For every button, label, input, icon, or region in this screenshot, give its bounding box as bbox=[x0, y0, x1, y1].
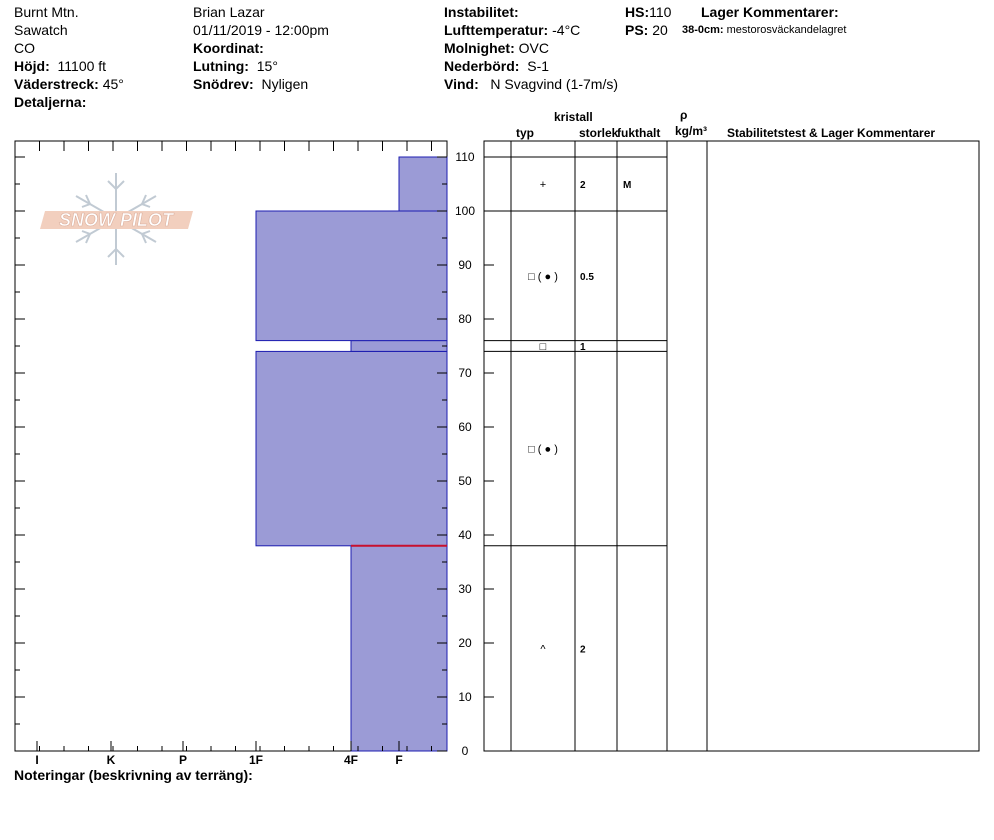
instability-label: Instabilitet: bbox=[444, 4, 519, 20]
hs-value: 110 bbox=[649, 4, 672, 20]
layer-bar-3 bbox=[256, 211, 447, 341]
grain-type-2: □ bbox=[539, 341, 547, 353]
col-size-header: storlek bbox=[579, 126, 619, 140]
grain-type-0: ^ bbox=[540, 643, 546, 656]
depth-label-90: 90 bbox=[458, 258, 472, 272]
hardness-label-P: P bbox=[178, 753, 188, 767]
col-type-header: typ bbox=[516, 126, 534, 140]
depth-label-40: 40 bbox=[458, 528, 472, 542]
hardness-layers bbox=[256, 157, 447, 751]
grain-type-4: + bbox=[539, 179, 547, 191]
depth-label-30: 30 bbox=[458, 582, 472, 596]
depth-label-70: 70 bbox=[458, 366, 472, 380]
hardness-label-I: I bbox=[35, 753, 39, 767]
depth-label-110: 110 bbox=[455, 150, 475, 164]
grain-type-3: □ ( ● ) bbox=[528, 270, 558, 283]
range-name: Sawatch bbox=[14, 22, 68, 38]
layer-bar-1 bbox=[256, 351, 447, 545]
grain-table-frame bbox=[484, 141, 979, 751]
aspect-label: Väderstreck: bbox=[14, 76, 99, 92]
observer-name: Brian Lazar bbox=[193, 4, 265, 20]
depth-label-50: 50 bbox=[458, 474, 472, 488]
elevation-value: 11100 ft bbox=[57, 58, 107, 74]
wind-label: Vind: bbox=[444, 76, 479, 92]
hardness-label-F: F bbox=[395, 753, 403, 767]
col-rho-header: ρ bbox=[680, 108, 688, 122]
depth-label-20: 20 bbox=[458, 636, 472, 650]
layer-comment-text: mestorosväckandelagret bbox=[726, 24, 847, 36]
grain-size-4: 2 bbox=[580, 180, 586, 191]
drift-label: Snödrev: bbox=[193, 76, 254, 92]
location-name: Burnt Mtn. bbox=[14, 4, 79, 20]
airtemp-value: -4°C bbox=[552, 22, 581, 38]
depth-label-80: 80 bbox=[458, 312, 472, 326]
hardness-top-ticks bbox=[15, 141, 432, 151]
grain-type-1: □ ( ● ) bbox=[528, 443, 558, 456]
depth-label-100: 100 bbox=[454, 204, 476, 218]
layer-comment-range: 38-0cm: bbox=[682, 24, 724, 36]
ps-label: PS: bbox=[625, 22, 649, 38]
grain-size-0: 2 bbox=[580, 644, 586, 656]
grain-size-3: 0.5 bbox=[580, 271, 594, 283]
elevation-label: Höjd: bbox=[14, 58, 50, 74]
sky-value: OVC bbox=[518, 40, 549, 56]
col-stability-header: Stabilitetstest & Lager Kommentarer bbox=[727, 126, 936, 140]
logo-text: SNOW PILOT bbox=[59, 210, 173, 230]
depth-label-60: 60 bbox=[458, 420, 472, 434]
details-label: Detaljerna: bbox=[14, 94, 87, 110]
col-moisture-header: fukthalt bbox=[617, 126, 661, 140]
sky-label: Molnighet: bbox=[444, 40, 515, 56]
hardness-label-K: K bbox=[106, 753, 116, 767]
aspect-value: 45° bbox=[102, 76, 124, 92]
ps-value: 20 bbox=[652, 22, 668, 38]
layer-comments-label: Lager Kommentarer: bbox=[701, 4, 839, 20]
hardness-label-4F: 4F bbox=[343, 753, 359, 767]
hs-label: HS: bbox=[625, 4, 650, 20]
hardness-label-1F: 1F bbox=[248, 753, 264, 767]
slope-label: Lutning: bbox=[193, 58, 249, 74]
airtemp-label: Lufttemperatur: bbox=[444, 22, 549, 38]
state-name: CO bbox=[14, 40, 35, 56]
grain-size-2: 1 bbox=[580, 342, 586, 353]
layer-bar-4 bbox=[399, 157, 447, 211]
depth-label-0: 0 bbox=[461, 744, 469, 758]
precip-label: Nederbörd: bbox=[444, 58, 520, 74]
depth-label-10: 10 bbox=[458, 690, 472, 704]
snow-pilot-logo bbox=[40, 173, 193, 265]
layer-bar-0 bbox=[351, 546, 447, 751]
observation-datetime: 01/11/2019 - 12:00pm bbox=[193, 22, 329, 38]
col-density-header: kg/m³ bbox=[675, 124, 708, 138]
slope-value: 15° bbox=[256, 58, 278, 74]
col-crystal-header: kristall bbox=[554, 110, 593, 124]
precip-value: S-1 bbox=[527, 58, 550, 74]
grain-moisture-4: M bbox=[623, 180, 632, 191]
coord-label: Koordinat: bbox=[193, 40, 264, 56]
wind-value: N Svagvind (1-7m/s) bbox=[490, 76, 619, 92]
notes-label: Noteringar (beskrivning av terräng): bbox=[14, 767, 253, 783]
layer-bar-2 bbox=[351, 341, 447, 352]
drift-value: Nyligen bbox=[261, 76, 309, 92]
